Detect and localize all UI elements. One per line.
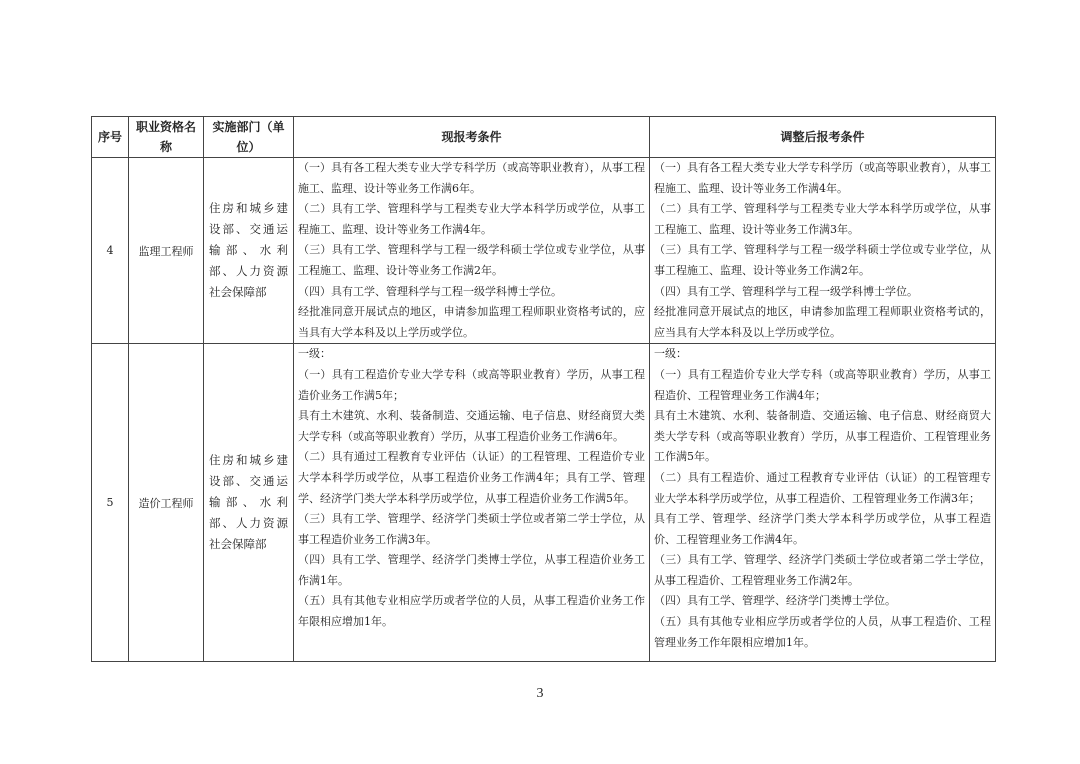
condition-paragraph: 具有土木建筑、水利、装备制造、交通运输、电子信息、财经商贸大类大学专科（或高等职业教育）学历，从事工程造价业务工作满6年。	[298, 409, 645, 443]
condition-paragraph: 经批准同意开展试点的地区，申请参加监理工程师职业资格考试的，应当具有大学本科及以上学历或学位。	[654, 305, 991, 339]
condition-paragraph: 具有土木建筑、水利、装备制造、交通运输、电子信息、财经商贸大类大学专科（或高等职业教育）学历，从事工程造价、工程管理业务工作满5年。	[654, 409, 991, 464]
condition-paragraph: （四）具有工学、管理科学与工程一级学科博士学位。	[654, 284, 918, 298]
header-current: 现报考条件	[294, 117, 650, 158]
condition-paragraph: （三）具有工学、管理学、经济学门类硕士学位或者第二学士学位，从事工程造价业务工作满3年。	[298, 512, 645, 546]
condition-paragraph: （二）具有工学、管理科学与工程类专业大学本科学历或学位，从事工程施工、监理、设计等业务工作满4年。	[298, 202, 645, 236]
condition-paragraph: （四）具有工学、管理科学与工程一级学科博士学位。	[298, 284, 562, 298]
current-conditions	[294, 344, 650, 662]
adjusted-conditions	[650, 158, 996, 344]
condition-paragraph: 具有工学、管理学、经济学门类大学本科学历或学位，从事工程造价、工程管理业务工作满4年。	[654, 512, 991, 546]
qualification-table	[91, 116, 996, 662]
header-no: 序号	[92, 117, 129, 158]
condition-paragraph: （一）具有工程造价专业大学专科（或高等职业教育）学历，从事工程造价业务工作满5年；	[298, 367, 645, 402]
header-dept: 实施部门（单位）	[204, 117, 294, 158]
table-row	[92, 344, 996, 662]
implementing-departments: 住房和城乡建设部、交通运输部、水利部、人力资源社会保障部	[204, 158, 294, 344]
condition-paragraph: （二）具有工程造价、通过工程教育专业评估（认证）的工程管理专业大学本科学历或学位，从事工程造价、工程管理业务工作满3年；	[654, 470, 991, 505]
header-adjusted: 调整后报考条件	[650, 117, 996, 158]
header-row	[92, 117, 996, 158]
row-number: 5	[92, 344, 129, 662]
condition-paragraph: 一级：	[298, 347, 331, 361]
condition-paragraph: （五）具有其他专业相应学历或者学位的人员，从事工程造价、工程管理业务工作年限相应增加1年。	[654, 615, 991, 649]
condition-paragraph: （三）具有工学、管理科学与工程一级学科硕士学位或专业学位，从事工程施工、监理、设计等业务工作满2年。	[298, 243, 645, 277]
condition-paragraph: （五）具有其他专业相应学历或者学位的人员，从事工程造价业务工作年限相应增加1年。	[298, 594, 645, 629]
table-row	[92, 158, 996, 344]
condition-paragraph: （一）具有工程造价专业大学专科（或高等职业教育）学历，从事工程造价、工程管理业务工作满4年；	[654, 367, 991, 402]
implementing-departments: 住房和城乡建设部、交通运输部、水利部、人力资源社会保障部	[204, 344, 294, 662]
condition-paragraph: （四）具有工学、管理学、经济学门类博士学位，从事工程造价业务工作满1年。	[298, 553, 645, 587]
condition-paragraph: 经批准同意开展试点的地区，申请参加监理工程师职业资格考试的，应当具有大学本科及以上学历或学位。	[298, 305, 645, 339]
current-conditions	[294, 158, 650, 344]
qualification-name: 监理工程师	[129, 158, 204, 344]
condition-paragraph: （三）具有工学、管理科学与工程一级学科硕士学位或专业学位，从事工程施工、监理、设计等业务工作满2年。	[654, 243, 991, 277]
condition-paragraph: （二）具有通过工程教育专业评估（认证）的工程管理、工程造价专业大学本科学历或学位，从事工程造价业务工作满4年；具有工学、管理学、经济学门类大学本科学历或学位，从事工程造价业务工作满5年。	[298, 450, 645, 505]
qualification-name: 造价工程师	[129, 344, 204, 662]
condition-paragraph: 一级：	[654, 347, 687, 361]
page-number: 3	[536, 686, 544, 701]
header-name: 职业资格名称	[129, 117, 204, 158]
condition-paragraph: （三）具有工学、管理学、经济学门类硕士学位或者第二学士学位，从事工程造价、工程管理业务工作满2年。	[654, 553, 991, 587]
condition-paragraph: （二）具有工学、管理科学与工程类专业大学本科学历或学位，从事工程施工、监理、设计等业务工作满3年。	[654, 202, 991, 236]
adjusted-conditions	[650, 344, 996, 662]
row-number: 4	[92, 158, 129, 344]
condition-paragraph: （一）具有各工程大类专业大学专科学历（或高等职业教育），从事工程施工、监理、设计等业务工作满6年。	[298, 161, 645, 195]
condition-paragraph: （一）具有各工程大类专业大学专科学历（或高等职业教育），从事工程施工、监理、设计等业务工作满4年。	[654, 161, 991, 195]
condition-paragraph: （四）具有工学、管理学、经济学门类博士学位。	[654, 594, 896, 608]
